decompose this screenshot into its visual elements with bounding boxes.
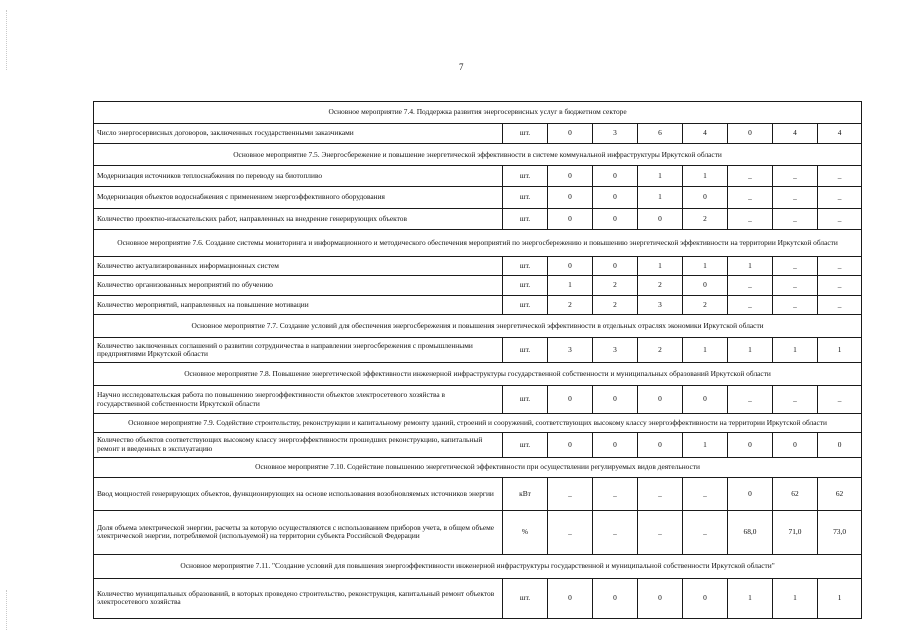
- value-cell: _: [773, 276, 818, 296]
- value-cell: 0: [638, 432, 683, 457]
- indicator-name: Научно исследовательская работа по повышению энергоэффективности объектов электросетевого хозяйства в государственной собственности Иркутской области: [94, 385, 503, 413]
- indicator-name: Модернизация источников теплоснабжения по переводу на биотопливо: [94, 166, 503, 187]
- value-cell: 0: [638, 578, 683, 618]
- value-cell: _: [728, 166, 773, 187]
- value-cell: 0: [548, 256, 593, 276]
- table-row: [94, 208, 862, 230]
- value-cell: _: [773, 166, 818, 187]
- value-cell: 71,0: [773, 511, 818, 555]
- value-cell: 3: [593, 123, 638, 144]
- unit-cell: %: [503, 511, 548, 555]
- value-cell: 1: [638, 166, 683, 187]
- value-cell: 1: [773, 338, 818, 363]
- section-header-row: [94, 315, 862, 338]
- value-cell: 0: [548, 432, 593, 457]
- value-cell: 3: [593, 338, 638, 363]
- value-cell: 1: [728, 578, 773, 618]
- table-row: [94, 276, 862, 296]
- section-header-row: [94, 414, 862, 433]
- value-cell: _: [728, 295, 773, 315]
- unit-cell: шт.: [503, 208, 548, 230]
- value-cell: 0: [593, 578, 638, 618]
- section-title: Основное мероприятие 7.8. Повышение энергетической эффективности инженерной инфраструктуры государственной собственности и муниципальных образований Иркутской области: [94, 363, 862, 386]
- value-cell: _: [773, 186, 818, 208]
- scan-margin-marks: [6, 10, 8, 70]
- unit-cell: шт.: [503, 578, 548, 618]
- section-header-row: [94, 144, 862, 166]
- section-title: Основное мероприятие 7.7. Создание условий для обеспечения энергосбережения и повышения энергетической эффективности в отдельных отраслях экономики Иркутской области: [94, 315, 862, 338]
- table-row: [94, 186, 862, 208]
- table-row: [94, 578, 862, 618]
- table-body: [94, 102, 862, 619]
- unit-cell: шт.: [503, 256, 548, 276]
- unit-cell: кВт: [503, 478, 548, 511]
- unit-cell: шт.: [503, 295, 548, 315]
- value-cell: 62: [773, 478, 818, 511]
- value-cell: _: [728, 186, 773, 208]
- value-cell: 0: [593, 256, 638, 276]
- value-cell: 1: [683, 256, 728, 276]
- unit-cell: шт.: [503, 123, 548, 144]
- indicator-name: Число энергосервисных договоров, заключенных государственными заказчиками: [94, 123, 503, 144]
- value-cell: 1: [683, 166, 728, 187]
- indicator-name: Количество объектов соответствующих высокому классу энергоэффективности прошедших реконструкцию, капитальный ремонт и введенных в эксплуатацию: [94, 432, 503, 457]
- value-cell: 0: [548, 578, 593, 618]
- section-header-row: [94, 102, 862, 124]
- indicator-name: Доля объема электрической энергии, расчеты за которую осуществляются с использованием приборов учета, в общем объеме электрической энергии, потребляемой (используемой) на территории субъекта Российской Федерации: [94, 511, 503, 555]
- value-cell: 1: [638, 256, 683, 276]
- value-cell: 0: [593, 186, 638, 208]
- section-header-row: [94, 457, 862, 478]
- value-cell: 0: [593, 166, 638, 187]
- value-cell: 2: [638, 338, 683, 363]
- value-cell: _: [818, 385, 862, 413]
- table-row: [94, 123, 862, 144]
- unit-cell: шт.: [503, 166, 548, 187]
- unit-cell: шт.: [503, 385, 548, 413]
- value-cell: _: [683, 511, 728, 555]
- table-row: [94, 432, 862, 457]
- value-cell: 1: [548, 276, 593, 296]
- value-cell: _: [548, 511, 593, 555]
- value-cell: 0: [818, 432, 862, 457]
- value-cell: 2: [683, 208, 728, 230]
- value-cell: 0: [593, 208, 638, 230]
- value-cell: _: [818, 186, 862, 208]
- value-cell: 0: [683, 276, 728, 296]
- value-cell: _: [593, 478, 638, 511]
- indicator-name: Количество проектно-изыскательских работ, направленных на внедрение генерирующих объектов: [94, 208, 503, 230]
- value-cell: _: [773, 208, 818, 230]
- value-cell: _: [773, 385, 818, 413]
- value-cell: 0: [593, 385, 638, 413]
- unit-cell: шт.: [503, 432, 548, 457]
- table-row: [94, 385, 862, 413]
- value-cell: 68,0: [728, 511, 773, 555]
- unit-cell: шт.: [503, 186, 548, 208]
- value-cell: _: [773, 295, 818, 315]
- section-header-row: [94, 363, 862, 386]
- section-title: Основное мероприятие 7.9. Содействие строительству, реконструкции и капитальному ремонту зданий, строений и сооружений, соответствующих высокому классу энергоэффективности на территории Иркутской области: [94, 414, 862, 433]
- section-title: Основное мероприятие 7.5. Энергосбережение и повышение энергетической эффективности в системе коммунальной инфраструктуры Иркутской области: [94, 144, 862, 166]
- value-cell: 4: [818, 123, 862, 144]
- value-cell: _: [638, 511, 683, 555]
- scan-margin-marks: [6, 590, 8, 630]
- value-cell: 1: [638, 186, 683, 208]
- indicator-name: Количество муниципальных образований, в которых проведено строительство, реконструкция, капитальный ремонт объектов электросетевого хозяйства: [94, 578, 503, 618]
- value-cell: _: [728, 208, 773, 230]
- value-cell: 2: [683, 295, 728, 315]
- value-cell: _: [728, 276, 773, 296]
- value-cell: _: [818, 166, 862, 187]
- table-row: [94, 295, 862, 315]
- value-cell: 1: [683, 338, 728, 363]
- page-number: 7: [459, 62, 464, 72]
- value-cell: 1: [728, 338, 773, 363]
- value-cell: 62: [818, 478, 862, 511]
- indicator-name: Количество мероприятий, направленных на повышение мотивации: [94, 295, 503, 315]
- section-title: Основное мероприятие 7.4. Поддержка развития энергосервисных услуг в бюджетном секторе: [94, 102, 862, 124]
- table-row: [94, 478, 862, 511]
- indicator-name: Количество заключенных соглашений о развитии сотрудничества в направлении энергосбережения с промышленными предприятиями Иркутской области: [94, 338, 503, 363]
- section-title: Основное мероприятие 7.6. Создание системы мониторинга и информационного и методического обеспечения мероприятий по энергосбережению и повышению энергетической эффективности на территории Иркутской области: [94, 230, 862, 256]
- value-cell: _: [818, 256, 862, 276]
- value-cell: _: [773, 256, 818, 276]
- unit-cell: шт.: [503, 276, 548, 296]
- indicator-name: Ввод мощностей генерирующих объектов, функционирующих на основе использования возобновляемых источников энергии: [94, 478, 503, 511]
- value-cell: 0: [638, 385, 683, 413]
- value-cell: 0: [548, 123, 593, 144]
- value-cell: 1: [818, 578, 862, 618]
- indicator-name: Количество актуализированных информационных систем: [94, 256, 503, 276]
- value-cell: 0: [638, 208, 683, 230]
- value-cell: 0: [548, 166, 593, 187]
- value-cell: _: [683, 478, 728, 511]
- value-cell: 4: [683, 123, 728, 144]
- value-cell: 1: [683, 432, 728, 457]
- value-cell: _: [818, 276, 862, 296]
- section-title: Основное мероприятие 7.11. "Создание условий для повышения энергоэффективности инженерной инфраструктуры государственной и муниципальной собственности Иркутской области": [94, 554, 862, 578]
- table-row: [94, 338, 862, 363]
- value-cell: 2: [548, 295, 593, 315]
- table-row: [94, 256, 862, 276]
- value-cell: 0: [683, 578, 728, 618]
- value-cell: _: [818, 295, 862, 315]
- value-cell: 0: [548, 186, 593, 208]
- value-cell: 0: [728, 432, 773, 457]
- value-cell: 1: [773, 578, 818, 618]
- table-row: [94, 511, 862, 555]
- value-cell: _: [728, 385, 773, 413]
- value-cell: 2: [593, 276, 638, 296]
- value-cell: 0: [683, 385, 728, 413]
- value-cell: 73,0: [818, 511, 862, 555]
- value-cell: 3: [638, 295, 683, 315]
- value-cell: _: [638, 478, 683, 511]
- table-row: [94, 166, 862, 187]
- value-cell: _: [818, 208, 862, 230]
- value-cell: _: [593, 511, 638, 555]
- value-cell: 2: [593, 295, 638, 315]
- unit-cell: шт.: [503, 338, 548, 363]
- section-title: Основное мероприятие 7.10. Содействие повышению энергетической эффективности при осуществлении регулируемых видов деятельности: [94, 457, 862, 478]
- value-cell: _: [548, 478, 593, 511]
- indicator-name: Количество организованных мероприятий по обучению: [94, 276, 503, 296]
- section-header-row: [94, 554, 862, 578]
- value-cell: 0: [593, 432, 638, 457]
- value-cell: 0: [728, 123, 773, 144]
- value-cell: 0: [728, 478, 773, 511]
- value-cell: 1: [728, 256, 773, 276]
- value-cell: 3: [548, 338, 593, 363]
- value-cell: 0: [773, 432, 818, 457]
- value-cell: 4: [773, 123, 818, 144]
- indicator-name: Модернизация объектов водоснабжения с применением энергоэффективного оборудования: [94, 186, 503, 208]
- value-cell: 0: [548, 208, 593, 230]
- value-cell: 0: [548, 385, 593, 413]
- value-cell: 2: [638, 276, 683, 296]
- section-header-row: [94, 230, 862, 256]
- value-cell: 1: [818, 338, 862, 363]
- indicators-table: [93, 101, 862, 619]
- value-cell: 6: [638, 123, 683, 144]
- value-cell: 0: [683, 186, 728, 208]
